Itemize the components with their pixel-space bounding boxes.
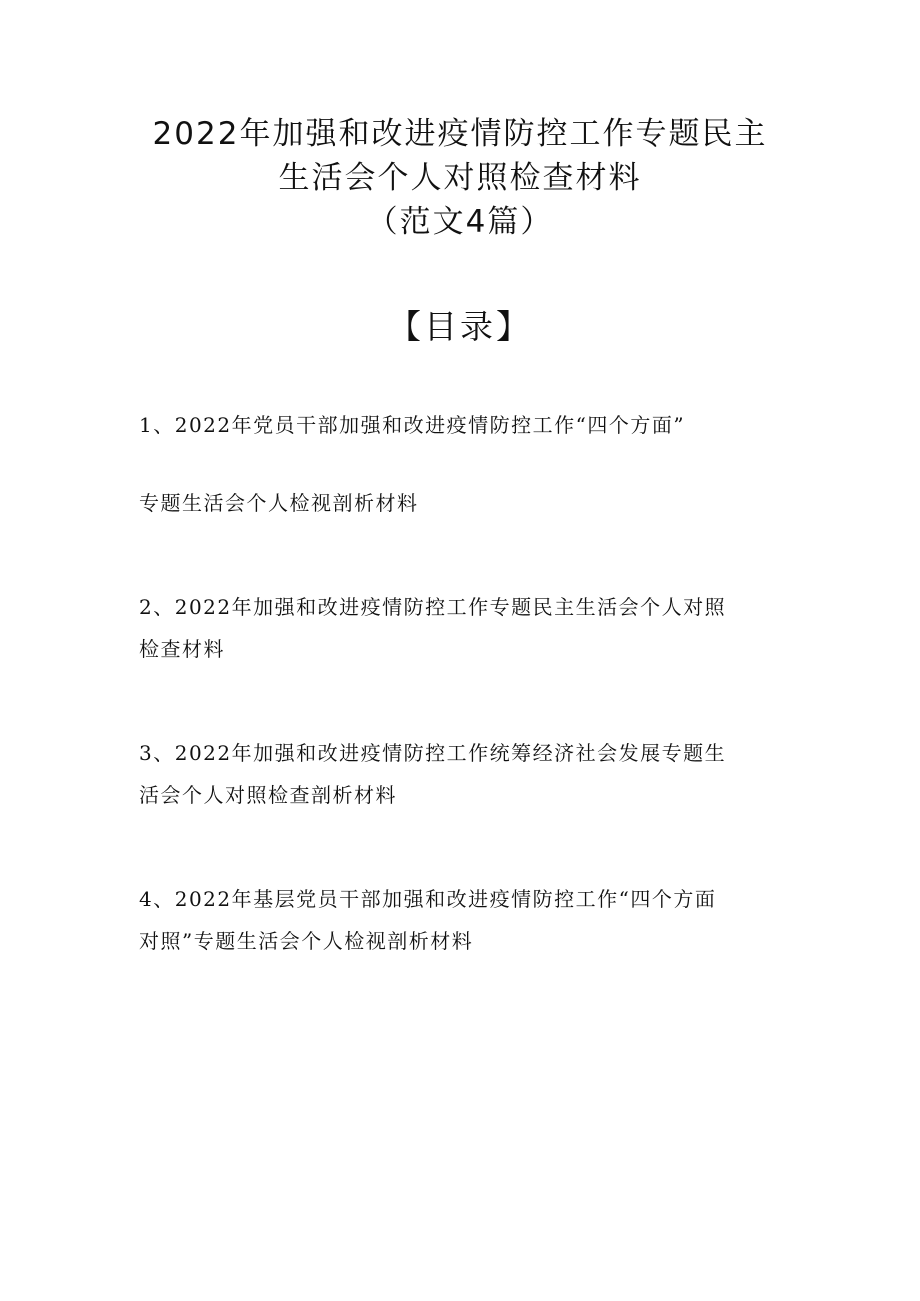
toc-entry-2-line-1: 2、2022年加强和改进疫情防控工作专题民主生活会个人对照 xyxy=(139,595,727,619)
toc-entry-3-line-2: 活会个人对照检查剖析材料 xyxy=(139,783,397,807)
toc-entry-4-line-1: 4、2022年基层党员干部加强和改进疫情防控工作“四个方面 xyxy=(139,887,717,911)
toc-entry-4-line-2: 对照”专题生活会个人检视剖析材料 xyxy=(139,929,474,953)
toc-entry-2 xyxy=(139,586,779,670)
table-of-contents xyxy=(139,404,779,1024)
toc-entry-4 xyxy=(139,878,779,962)
title-line-2: 生活会个人对照检查材料 xyxy=(278,160,642,196)
title-line-3: （范文4篇） xyxy=(366,204,554,240)
toc-entry-1-line-2: 专题生活会个人检视剖析材料 xyxy=(139,491,419,515)
toc-entry-3 xyxy=(139,732,779,816)
toc-entry-1-line-1: 1、2022年党员干部加强和改进疫情防控工作“四个方面” xyxy=(139,413,686,437)
toc-heading: 【目录】 xyxy=(388,307,532,346)
document-title xyxy=(0,112,920,244)
title-line-1: 2022年加强和改进疫情防控工作专题民主 xyxy=(152,116,768,152)
toc-entry-1 xyxy=(139,404,779,524)
toc-entry-2-line-2: 检查材料 xyxy=(139,637,225,661)
toc-entry-3-line-1: 3、2022年加强和改进疫情防控工作统筹经济社会发展专题生 xyxy=(139,741,727,765)
